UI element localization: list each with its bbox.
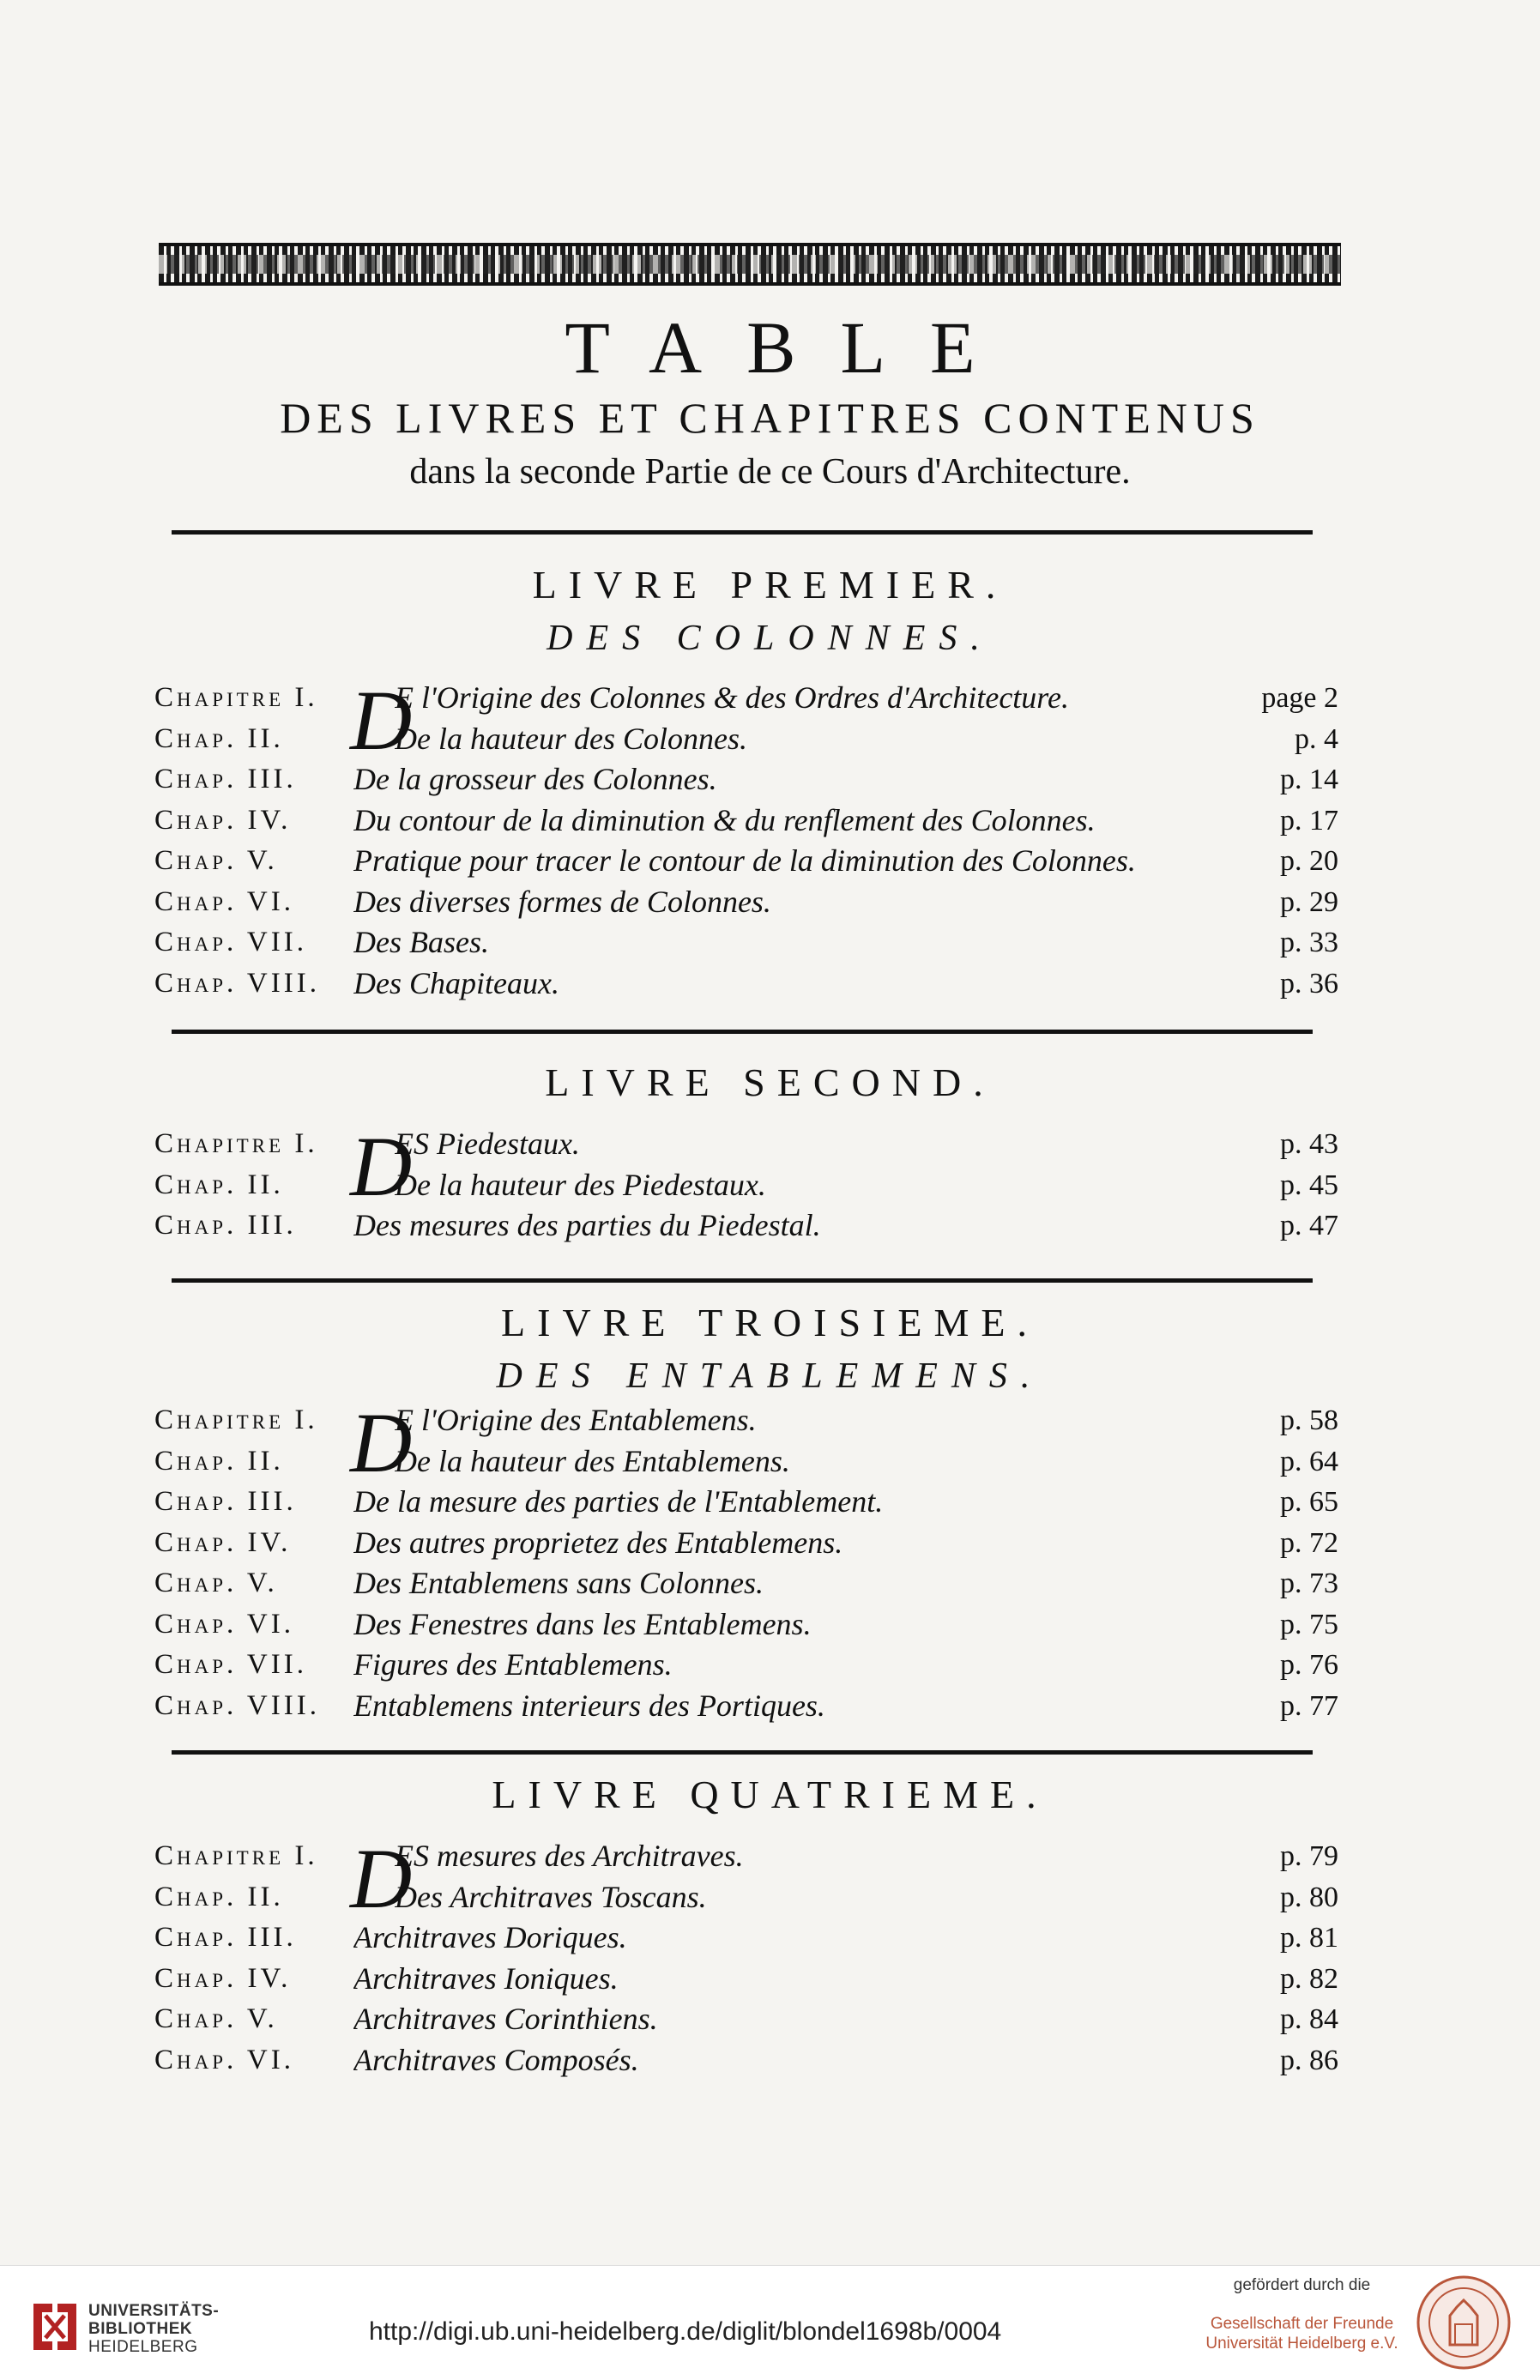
chapter-label: Chapitre I. — [154, 1404, 318, 1435]
chapter-title: Architraves Corinthiens. — [353, 2002, 658, 2036]
page-reference: p. 33 — [1280, 927, 1338, 958]
page-reference: p. 65 — [1280, 1486, 1338, 1518]
toc-entry[interactable] — [154, 1604, 1338, 1646]
chapter-title: Des Entablemens sans Colonnes. — [353, 1566, 764, 1600]
page-reference: p. 4 — [1295, 722, 1338, 755]
book-1-title: LIVRE PREMIER. — [532, 563, 1008, 607]
book-3-chapter-list — [154, 1395, 1338, 1726]
chapter-title: Des autres proprietez des Entablemens. — [353, 1525, 843, 1560]
drop-cap-initial: D — [350, 1831, 413, 1926]
sponsor-org-line2: Universität Heidelberg e.V. — [1205, 2335, 1398, 2353]
source-url-link[interactable]: http://digi.ub.uni-heidelberg.de/diglit/blondel1698b/0004 — [369, 2317, 1002, 2346]
toc-entry[interactable] — [154, 1645, 1338, 1686]
page-reference: p. 36 — [1280, 967, 1338, 1000]
chapter-label: Chap. V. — [154, 845, 278, 876]
toc-entry[interactable] — [154, 1441, 1338, 1483]
page-title: TABLE — [565, 306, 1020, 389]
toc-entry[interactable] — [154, 1523, 1338, 1564]
book-2-chapter-list — [154, 1119, 1338, 1247]
chapter-label: Chap. III. — [154, 1486, 297, 1517]
page-reference: p. 29 — [1280, 885, 1338, 918]
page-reference: p. 79 — [1280, 1840, 1338, 1872]
sponsor-credit — [1197, 2276, 1407, 2353]
page-reference: p. 45 — [1280, 1169, 1338, 1201]
toc-entry[interactable] — [154, 841, 1338, 882]
book-4-chapter-list — [154, 1831, 1338, 2081]
chapter-title: Des diverses formes de Colonnes. — [353, 884, 771, 919]
chapter-title: Architraves Ioniques. — [353, 1960, 619, 1996]
chapter-label: Chap. III. — [154, 1922, 297, 1953]
book-4-title: LIVRE QUATRIEME. — [492, 1773, 1048, 1816]
chapter-label: Chap. III. — [154, 1210, 297, 1241]
chapter-title: Des Architraves Toscans. — [395, 1879, 707, 1914]
drop-cap-initial: D — [350, 1395, 413, 1490]
page-reference: p. 80 — [1280, 1881, 1338, 1913]
section-rule — [172, 1750, 1313, 1755]
toc-entry[interactable] — [154, 1400, 1338, 1441]
page-subtitle-line2: dans la seconde Partie de ce Cours d'Architecture. — [409, 452, 1131, 492]
chapter-label: Chap. VI. — [154, 1608, 294, 1640]
page-reference: p. 58 — [1280, 1404, 1338, 1436]
chapter-title: Des Bases. — [353, 925, 489, 959]
chapter-label: Chap. V. — [154, 1568, 278, 1598]
digitization-footer — [0, 2265, 1540, 2380]
section-rule — [172, 530, 1313, 535]
chapter-title: ES Piedestaux. — [395, 1127, 580, 1161]
toc-entry[interactable] — [154, 882, 1338, 923]
chapter-label: Chap. VI. — [154, 2044, 294, 2075]
chapter-title: Figures des Entablemens. — [353, 1647, 673, 1682]
chapter-label: Chap. IV. — [154, 804, 292, 836]
page-reference: p. 76 — [1280, 1649, 1338, 1681]
page-reference: p. 86 — [1280, 2044, 1338, 2076]
book-1-subtitle: DES COLONNES. — [547, 619, 993, 658]
chapter-label: Chap. II. — [154, 1445, 284, 1477]
page-reference: p. 64 — [1280, 1445, 1338, 1477]
toc-entry[interactable] — [154, 2040, 1338, 2081]
chapter-label: Chap. VI. — [154, 885, 294, 917]
chapter-title: Du contour de la diminution & du renflement des Colonnes. — [353, 802, 1096, 837]
chapter-title: De la hauteur des Piedestaux. — [395, 1167, 766, 1202]
page-reference: p. 72 — [1280, 1526, 1338, 1559]
chapter-label: Chap. II. — [154, 1169, 284, 1200]
page-reference: page 2 — [1261, 682, 1338, 714]
page-reference: p. 43 — [1280, 1128, 1338, 1160]
drop-cap-initial: D — [350, 1119, 413, 1214]
chapter-title: ES mesures des Architraves. — [395, 1839, 744, 1873]
sponsor-org-line1: Gesellschaft der Freunde — [1210, 2315, 1394, 2333]
toc-entry[interactable] — [154, 1563, 1338, 1604]
page-reference: p. 73 — [1280, 1568, 1338, 1599]
university-seal-icon — [1416, 2274, 1512, 2371]
chapter-label: Chapitre I. — [154, 682, 318, 713]
chapter-title: Des Chapiteaux. — [353, 965, 559, 1000]
chapter-title: Pratique pour tracer le contour de la diminution des Colonnes. — [353, 843, 1136, 878]
chapter-title: Architraves Doriques. — [353, 1920, 627, 1954]
book-3-subtitle: DES ENTABLEMENS. — [496, 1356, 1044, 1396]
section-rule — [172, 1030, 1313, 1034]
drop-cap-initial: D — [350, 673, 413, 768]
chapter-label: Chap. II. — [154, 722, 284, 754]
toc-entry[interactable] — [154, 922, 1338, 963]
chapter-label: Chap. VIII. — [154, 1689, 320, 1721]
chapter-label: Chap. IV. — [154, 1526, 292, 1558]
chapter-label: Chapitre I. — [154, 1128, 318, 1159]
page-reference: p. 81 — [1280, 1922, 1338, 1954]
toc-entry[interactable] — [154, 1205, 1338, 1247]
chapter-label: Chap. VII. — [154, 927, 307, 957]
chapter-title: E l'Origine des Colonnes & des Ordres d'Architecture. — [395, 680, 1069, 715]
library-name: UNIVERSITÄTS- BIBLIOTHEK HEIDELBERG — [88, 2302, 220, 2356]
chapter-title: E l'Origine des Entablemens. — [395, 1403, 757, 1437]
section-rule — [172, 1278, 1313, 1283]
toc-entry[interactable] — [154, 1959, 1338, 2000]
toc-entry[interactable] — [154, 963, 1338, 1005]
chapter-label: Chap. II. — [154, 1881, 284, 1912]
toc-entry[interactable] — [154, 1686, 1338, 1727]
chapter-label: Chap. VIII. — [154, 967, 320, 999]
page-reference: p. 17 — [1280, 804, 1338, 837]
page-reference: p. 84 — [1280, 2003, 1338, 2035]
toc-entry[interactable] — [154, 1165, 1338, 1206]
chapter-title: Architraves Composés. — [353, 2042, 639, 2077]
page-reference: p. 75 — [1280, 1608, 1338, 1640]
toc-entry[interactable] — [154, 1999, 1338, 2040]
chapter-title: De la grosseur des Colonnes. — [353, 762, 717, 796]
chapter-label: Chap. IV. — [154, 1962, 292, 1994]
toc-entry[interactable] — [154, 1918, 1338, 1959]
page-reference: p. 82 — [1280, 1962, 1338, 1995]
toc-entry[interactable] — [154, 678, 1338, 719]
page-reference: p. 20 — [1280, 845, 1338, 877]
page-subtitle: DES LIVRES ET CHAPITRES CONTENUS — [280, 394, 1260, 442]
toc-entry[interactable] — [154, 1124, 1338, 1165]
chapter-title: Entablemens interieurs des Portiques. — [353, 1688, 825, 1723]
chapter-title: De la hauteur des Entablemens. — [395, 1443, 790, 1478]
sponsor-lead: gefördert durch die — [1233, 2276, 1371, 2294]
chapter-title: Des mesures des parties du Piedestal. — [353, 1208, 821, 1242]
toc-entry[interactable] — [154, 759, 1338, 800]
chapter-title: De la mesure des parties de l'Entablement. — [353, 1484, 884, 1519]
decorative-ornament-band — [159, 243, 1341, 286]
chapter-label: Chap. III. — [154, 764, 297, 794]
toc-entry[interactable] — [154, 1482, 1338, 1523]
page-reference: p. 77 — [1280, 1689, 1338, 1722]
chapter-title: De la hauteur des Colonnes. — [395, 721, 747, 756]
chapter-label: Chap. VII. — [154, 1649, 307, 1680]
toc-entry[interactable] — [154, 1877, 1338, 1918]
chapter-label: Chap. V. — [154, 2003, 278, 2034]
university-library-logo-icon — [30, 2300, 80, 2353]
toc-entry[interactable] — [154, 719, 1338, 760]
book-1-chapter-list — [154, 673, 1338, 1004]
page-reference: p. 14 — [1280, 764, 1338, 795]
toc-entry[interactable] — [154, 1836, 1338, 1877]
chapter-label: Chapitre I. — [154, 1840, 318, 1871]
toc-entry[interactable] — [154, 800, 1338, 842]
book-2-title: LIVRE SECOND. — [545, 1060, 995, 1104]
book-3-title: LIVRE TROISIEME. — [501, 1301, 1039, 1344]
page-reference: p. 47 — [1280, 1210, 1338, 1241]
chapter-title: Des Fenestres dans les Entablemens. — [353, 1606, 812, 1641]
